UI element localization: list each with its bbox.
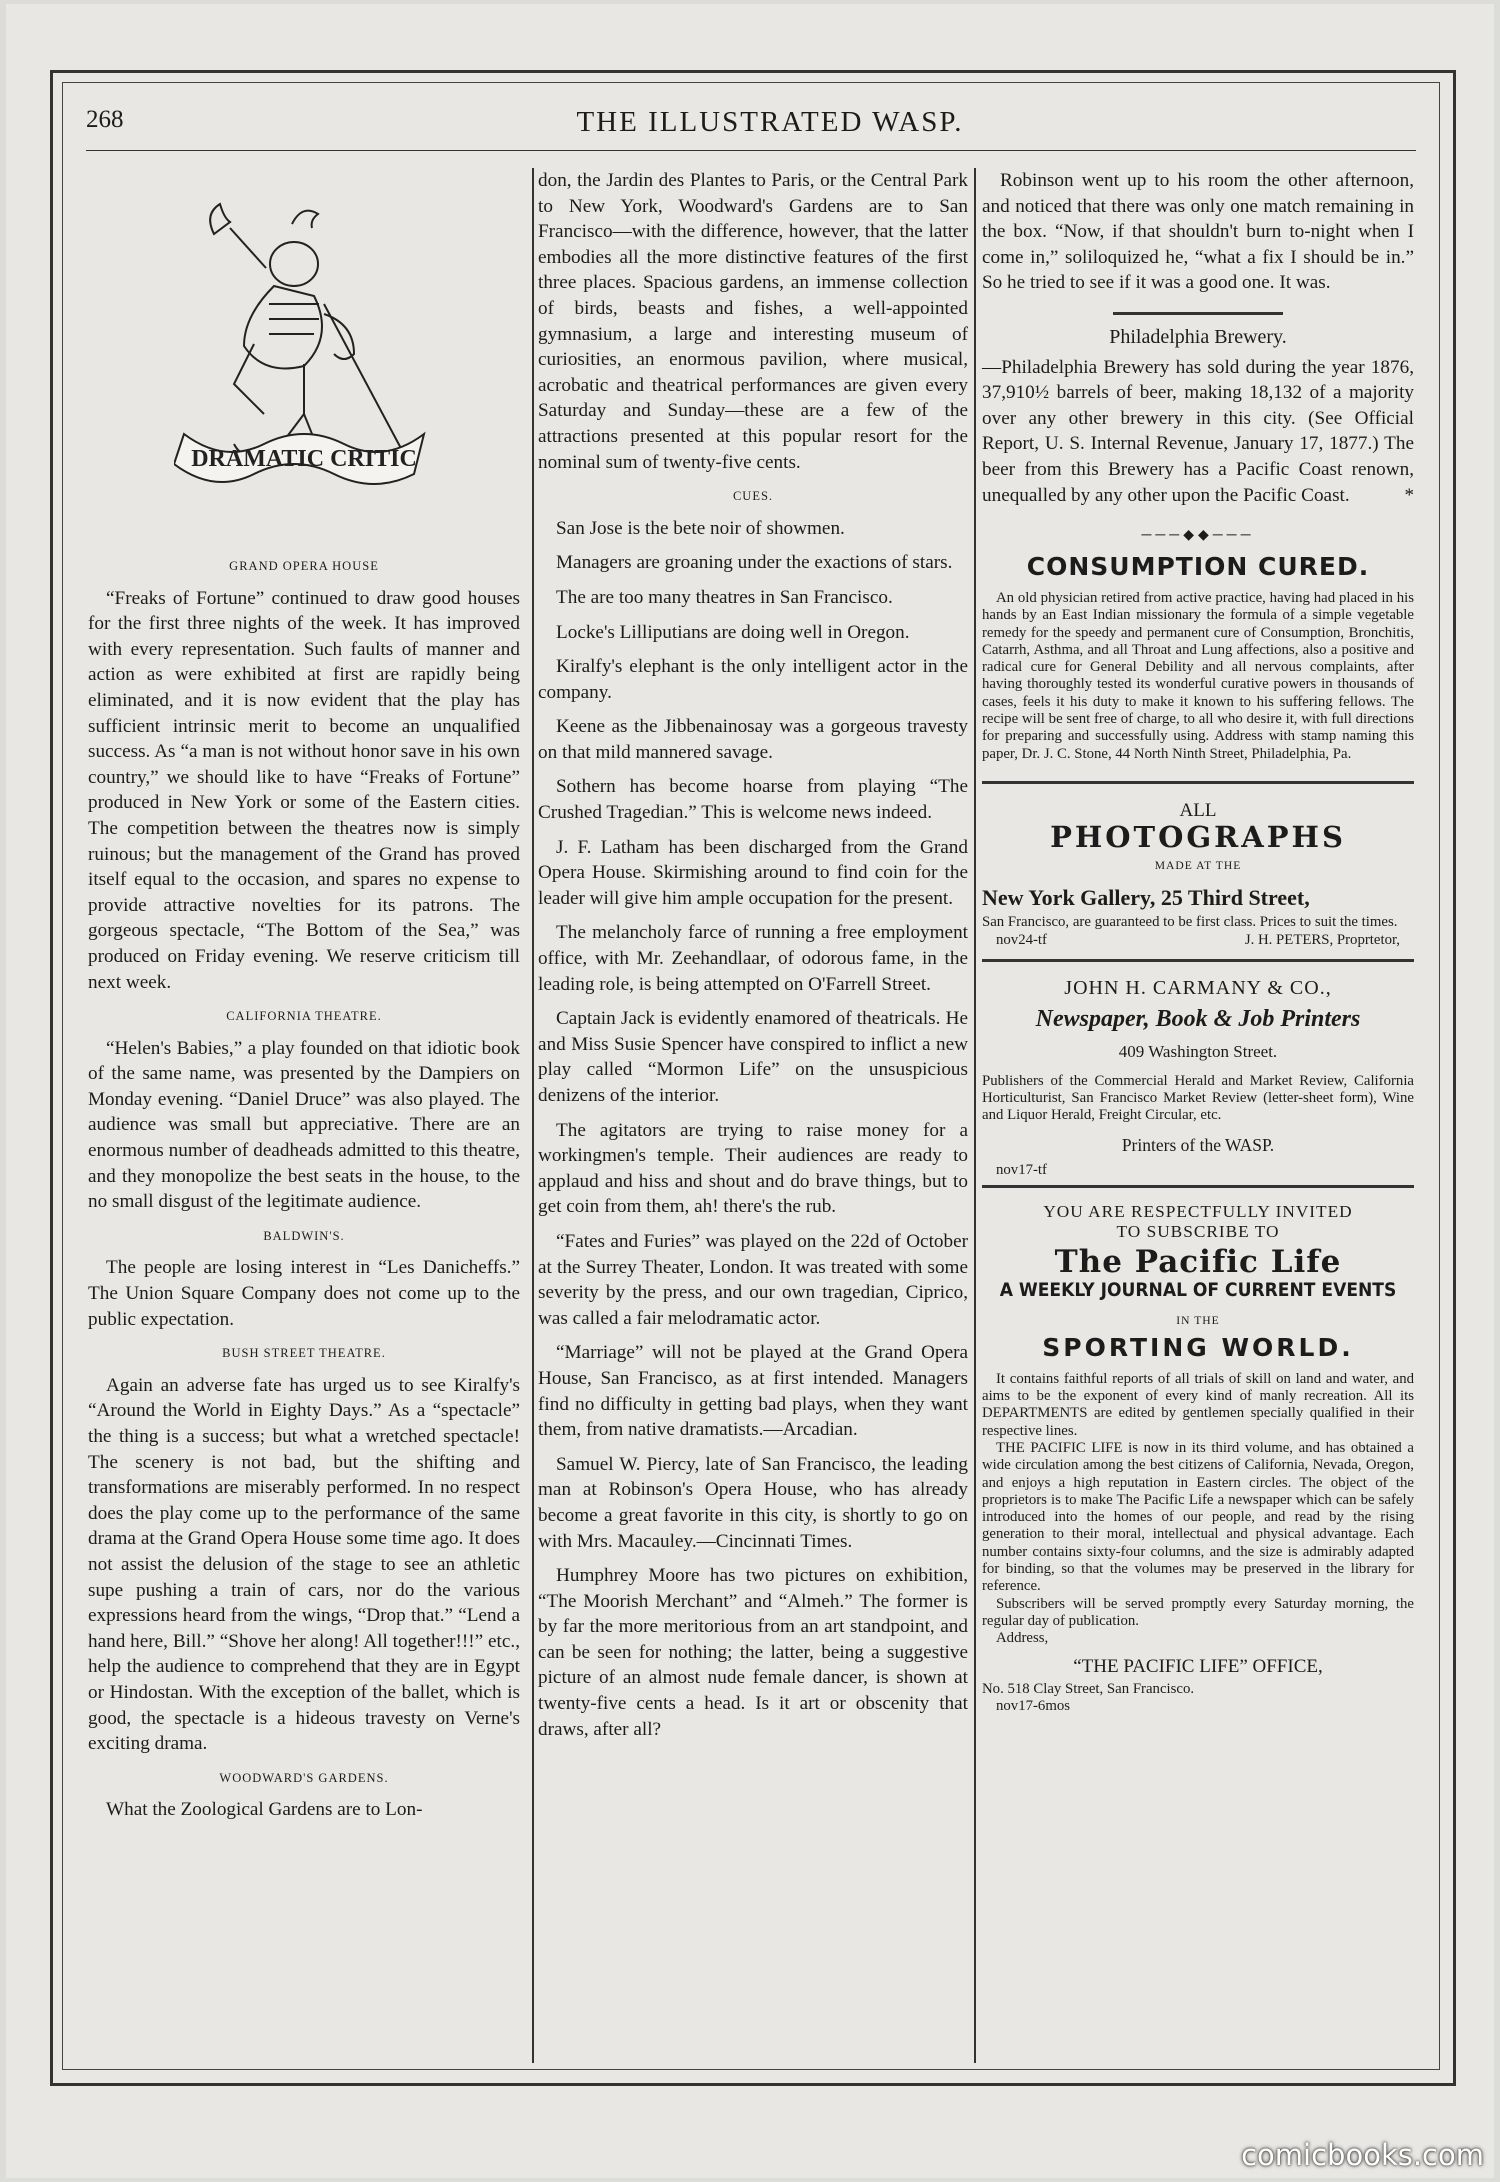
- woodwards-continued: don, the Jardin des Plantes to Paris, or the Central Park to New York, Woodward's Gardens are to San Francisco—with the difference, however, that the latter embodies all the more distinctive features of the first three places. Spacious gardens, an immense collection of birds, beasts and fishes, a well-appointed gymnasium, a large and interesting museum of curiosities, an enormous pavilion, where musical, acrobatic and theatrical performances are given every Saturday and Sunday—these are a few of the attractions presented at this popular resort for the nominal sum of twenty-five cents.: [538, 170, 968, 473]
- brewery-asterisk: *: [1404, 485, 1414, 507]
- carmany-text: Publishers of the Commercial Herald and Market Review, California Horticulturist, San Francisco Market Review (letter-sheet form), Wine and Liquor Herald, Freight Circular, etc.: [982, 1072, 1414, 1124]
- photo-gallery: New York Gallery, 25 Third Street,: [982, 884, 1310, 910]
- photo-title: PHOTOGRAPHS: [1050, 820, 1346, 855]
- photo-code: nov24-tf: [996, 931, 1047, 948]
- section-title-woodwards: WOODWARD'S GARDENS.: [219, 1770, 389, 1785]
- carmany-wasp: Printers of the WASP.: [1121, 1134, 1275, 1155]
- column-rule-2: [974, 168, 976, 2063]
- cue-item: San Jose is the bete noir of showmen.: [556, 517, 845, 539]
- pacific-life-ad: [982, 1371, 1414, 1648]
- cue-item: “Marriage” will not be played at the Grand Opera House, San Francisco, as at first intended. Managers find no difficulty in getting bad plays, when they want them, from native dramatists.—Arcadian.: [538, 1342, 968, 1441]
- section-title-bush-street: BUSH STREET THEATRE.: [222, 1346, 386, 1361]
- cue-item: The melancholy farce of running a free employment office, with Mr. Zeehandlaar, of odorous fame, in the leading role, is being attempted on O'Farrell Street.: [538, 922, 968, 995]
- cue-item: Locke's Lilliputians are doing well in Oregon.: [556, 621, 910, 643]
- robinson-anecdote: Robinson went up to his room the other afternoon, and noticed that there was only one match remaining in the box. “Now, if that shouldn't burn to-night when I come in,” soliloquized he, “what a fix I should be in.” So he tried to see if it was a good one. It was.: [982, 170, 1414, 294]
- column-rule-1: [532, 168, 534, 2063]
- pacific-life-street: No. 518 Clay Street, San Francisco.: [982, 1681, 1195, 1698]
- cue-item: Sothern has become hoarse from playing “The Crushed Tragedian.” This is welcome news indeed.: [538, 776, 968, 824]
- pacific-life-text-1: It contains faithful reports of all trials of skill on land and water, and aims to be the exponent of every kind of manly recreation. All its DEPARTMENTS are edited by gentlemen specially qualified in their respective lines.: [982, 1370, 1414, 1439]
- section-title-california: CALIFORNIA THEATRE.: [226, 1009, 382, 1024]
- dramatic-critic-illustration: [174, 194, 434, 524]
- cue-item: The are too many theatres in San Francisco.: [556, 586, 893, 608]
- photo-made-at: MADE AT THE: [1154, 859, 1242, 873]
- pacific-life-subtitle: A WEEKLY JOURNAL OF CURRENT EVENTS: [999, 1279, 1397, 1301]
- column-left: [88, 168, 520, 1832]
- cue-item: Samuel W. Piercy, late of San Francisco, the leading man at Robinson's Opera House, who has already become a great favorite in this city, is shortly to go on with Mrs. Macauley.—Cincinnati Times.: [538, 1453, 968, 1552]
- consumption-text: An old physician retired from active practice, having had placed in his hands by an East Indian missionary the formula of a simple vegetable remedy for the speedy and permanent cure of Consumption, Bronchitis, Catarrh, Asthma, and all Throat and Lung affections, also a positive and radical cure for General Debility and all nervous complaints, after having thoroughly tested its wonderful curative powers in thousands of cases, feels it his duty to make it known to his suffering fellows. The recipe will be sent free of charge, to all who desire it, with full directions for preparing and successfully using. Address with stamp naming this paper, Dr. J. C. Stone, 44 North Ninth Street, Philadelphia, Pa.: [982, 589, 1414, 762]
- cue-item: Humphrey Moore has two pictures on exhibition, “The Moorish Merchant” and “Almeh.” The former is by far the more meritorious from an art standpoint, and can be seen for nothing; the latter, being a suggestive picture of an almost nude female dancer, is shown at twenty-five cents a head. Is it art or obscenity that draws, after all?: [538, 1565, 968, 1740]
- section-text-grand-opera: “Freaks of Fortune” continued to draw good houses for the first three nights of the week. It has improved with every representation. Such faults of manner and action as were exhibited at first are rapidly being eliminated, and it is now evident that the play has sufficient intrinsic merit to become an unqualified success. As “a man is not without honor save in his own country,” we should like to have “Freaks of Fortune” produced in New York or some of the Eastern cities. The competition between the theatres now is simply ruinous; but the management of the Grand has proved itself equal to the occasion, and spares no expense to provide attractive novelties for its patrons. The gorgeous spectacle, “The Bottom of the Sea,” was produced on Friday evening. We reserve criticism till next week.: [88, 587, 520, 993]
- watermark-text: comicbooks.com: [1241, 2138, 1484, 2172]
- ornament-divider: ───◆◆───: [1141, 527, 1255, 543]
- pacific-life-in-the: IN THE: [1176, 1313, 1220, 1327]
- cue-item: Kiralfy's elephant is the only intelligent actor in the company.: [538, 656, 968, 703]
- cue-item: Captain Jack is evidently enamored of theatricals. He and Miss Susie Spencer have conspired to inflict a new play called “Mormon Life” on the unsuspicious denizens of the interior.: [538, 1008, 968, 1106]
- section-title-cues: CUES.: [732, 489, 774, 504]
- invite-line-1: YOU ARE RESPECTFULLY INVITED: [1043, 1202, 1353, 1222]
- section-text-woodwards: What the Zoological Gardens are to Lon-: [106, 1799, 423, 1821]
- pacific-life-code: nov17-6mos: [996, 1698, 1070, 1715]
- cue-item: Keene as the Jibbenainosay was a gorgeous travesty on that mild mannered savage.: [538, 716, 968, 763]
- pacific-life-sporting: SPORTING WORLD.: [1042, 1333, 1354, 1363]
- section-title-grand-opera: GRAND OPERA HOUSE: [229, 559, 379, 573]
- ad-rule: [982, 1185, 1414, 1188]
- photo-footer: [982, 932, 1414, 949]
- masthead-title: THE ILLUSTRATED WASP.: [576, 106, 964, 138]
- section-text-california: “Helen's Babies,” a play founded on that idiotic book of the same name, was presented by the Dampiers on Monday evening. “Daniel Druce” was also played. The audience was small but appreciative. There are an enormous number of deadheads admitted to this theatre, and they monopolize the best seats in the house, to the no small disgust of the legitimate audience.: [88, 1037, 520, 1213]
- ad-rule: [982, 959, 1414, 962]
- photo-text: San Francisco, are guaranteed to be first class. Prices to suit the times.: [982, 914, 1398, 931]
- header-rule: [86, 150, 1416, 151]
- cue-item: J. F. Latham has been discharged from the Grand Opera House. Skirmishing around to find coin for the leader will give him ample occupation for the present.: [538, 836, 968, 909]
- pacific-life-title: The Pacific Life: [1054, 1244, 1342, 1281]
- section-title-baldwins: BALDWIN'S.: [263, 1228, 345, 1243]
- carmany-address: 409 Washington Street.: [1118, 1042, 1278, 1062]
- cue-item: Managers are groaning under the exactions of stars.: [556, 552, 953, 574]
- column-right: [982, 168, 1414, 1716]
- brewery-text: —Philadelphia Brewery has sold during the year 1876, 37,910½ barrels of beer, making 18,132 of a majority over any other brewery in this city. (See Official Report, U. S. Internal Revenue, January 17, 1877.) The beer from this Brewery has a Pacific Coast renown, unequalled by any other upon the Pacific Coast.: [982, 356, 1414, 506]
- carmany-title: JOHN H. CARMANY & CO.,: [1064, 976, 1332, 999]
- cue-item: “Fates and Furies” was played on the 22d of October at the Surrey Theater, London. It was treated with some severity by the press, and our own tragedian, Ciprico, was called a fair melodramatic actor.: [538, 1230, 968, 1329]
- consumption-ad: [982, 590, 1414, 763]
- column-middle: [538, 168, 968, 1751]
- ad-rule: [982, 781, 1414, 784]
- carmany-code: nov17-tf: [996, 1162, 1047, 1179]
- section-text-baldwins: The people are losing interest in “Les Danicheffs.” The Union Square Company does not come up to the public expectation.: [88, 1257, 520, 1330]
- brewery-title: Philadelphia Brewery.: [1109, 325, 1287, 348]
- photo-owner: J. H. PETERS, Proprtetor,: [1244, 931, 1400, 948]
- pacific-life-text-3: Subscribers will be served promptly every Saturday morning, the regular day of publication.: [982, 1595, 1414, 1629]
- page-number: 268: [86, 106, 124, 133]
- invite-line-2: TO SUBSCRIBE TO: [1116, 1222, 1280, 1242]
- pacific-life-office: “THE PACIFIC LIFE” OFFICE,: [1073, 1655, 1323, 1677]
- illustration-banner-text: DRAMATIC CRITIC: [191, 446, 417, 472]
- cue-item: The agitators are trying to raise money for a workingmen's temple. Their audiences are ready to applaud and hiss and shout and do brave things, but to get coin from them, ah! there's the rub.: [538, 1119, 968, 1218]
- photo-all: ALL: [1179, 799, 1217, 821]
- section-text-bush-street: Again an adverse fate has urged us to see Kiralfy's “Around the World in Eighty Days.” As a “spectacle” the thing is a success; but what a wretched spectacle! The scenery is not bad, but the shifting and transformations are miserably performed. In no respect does the play come up to the performance of the same drama at the Grand Opera House some time ago. It does not assist the delusion of the stage to see an athletic supe pushing a train of cars, nor do the various expressions heard from the wings, “Drop that.” “Lend a hand here, Bill.” “Shove her along! All together!!!” etc., help the audience to comprehend that they are in Egypt or Hindostan. With the exception of the ballet, which is good, the spectacle is a hideous travesty on Verne's exciting drama.: [88, 1374, 520, 1755]
- pacific-life-text-2: THE PACIFIC LIFE is now in its third volume, and has obtained a wide circulation among the best citizens of California, Nevada, Oregon, and enjoys a high reputation in Eastern circles. The object of the proprietors is to make The Pacific Life a newspaper which can be safely introduced into the homes of our people, and read by the rising generation to their moral, intellectual and physical advantage. Each number contains sixty-four columns, and the size is admirably adapted for binding, so that the volumes may be preserved in the library for reference.: [982, 1439, 1414, 1595]
- carmany-subtitle: Newspaper, Book & Job Printers: [1035, 1006, 1361, 1033]
- pacific-life-address-label: Address,: [996, 1630, 1049, 1647]
- consumption-title: CONSUMPTION CURED.: [1026, 552, 1370, 582]
- short-rule: [1113, 312, 1283, 315]
